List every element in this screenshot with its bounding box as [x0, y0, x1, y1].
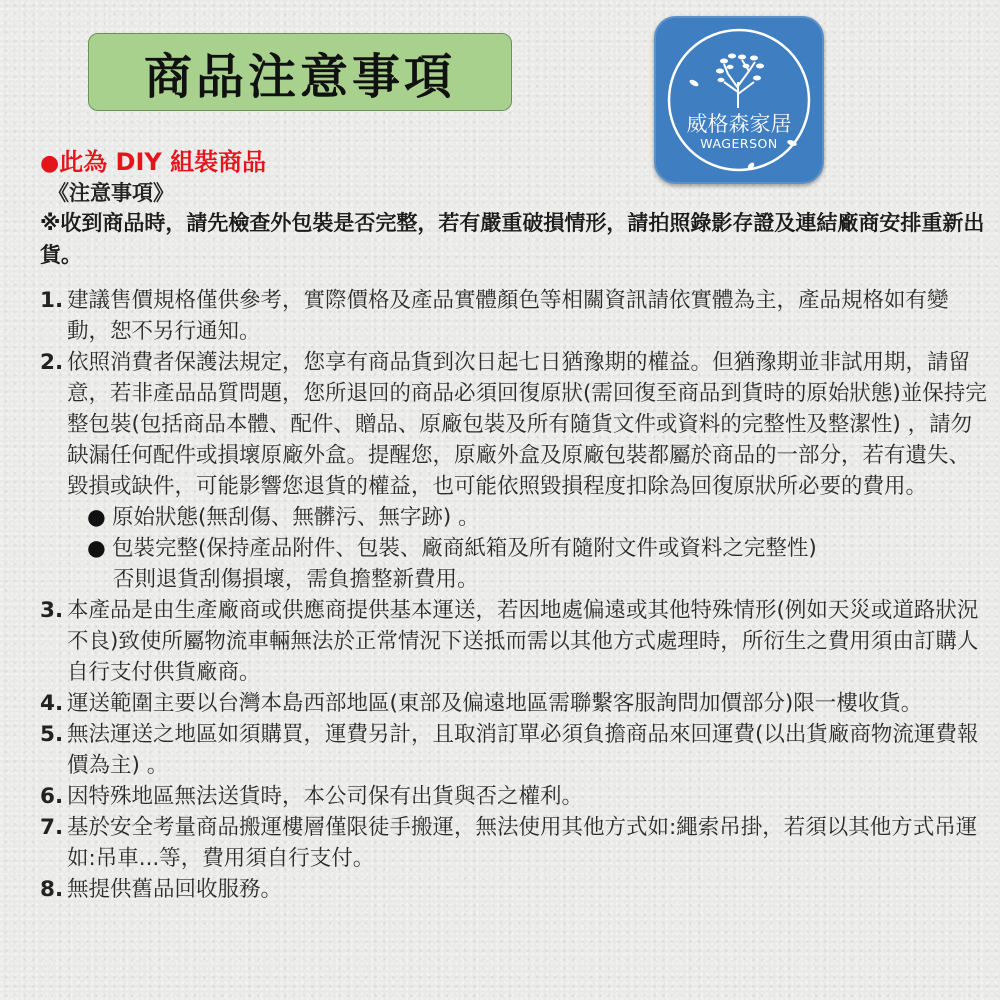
- item-text: 依照消費者保護法規定，您享有商品貨到次日起七日猶豫期的權益。但猶豫期並非試用期，請留意，若非產品品質問題，您所退回的商品必須回復原狀(需回復至商品到貨時的原始狀態)並保持完整包裝(包括商品本體、配件、贈品、原廠包裝及所有隨貨文件或資料的完整性及整潔性) ，請勿缺漏任何配件或損壞原廠外盒。提醒您，原廠外盒及原廠包裝都屬於商品的一部分，若有遺失、毀損或缺件，可能影響您退貨的權益，也可能依照毀損程度扣除為回復原狀所必要的費用。: [67, 350, 987, 499]
- bullet-icon: ●: [87, 536, 106, 561]
- item-text: 基於安全考量商品搬運樓層僅限徒手搬運，無法使用其他方式如:繩索吊掛，若須以其他方式吊運如:吊車...等，費用須自行支付。: [67, 815, 978, 871]
- item-number: 1.: [40, 288, 64, 313]
- logo-name-cn: 威格森家居: [686, 112, 792, 136]
- item-text: 本產品是由生產廠商或供應商提供基本運送，若因地處偏遠或其他特殊情形(例如天災或道路狀況不良)致使所屬物流車輛無法於正常情況下送抵而需以其他方式處理時，所衍生之費用須由訂購人自行支付供貨廠商。: [67, 598, 979, 685]
- logo-name-en: WAGERSON: [700, 136, 778, 151]
- item-text: 因特殊地區無法送貨時，本公司保有出貨與否之權利。: [67, 784, 584, 809]
- diy-notice: [40, 142, 266, 177]
- item-number: 7.: [40, 815, 64, 840]
- list-item: [40, 812, 990, 874]
- list-item: [40, 719, 990, 781]
- list-item: [40, 688, 990, 719]
- item-text: 運送範圍主要以台灣本島西部地區(東部及偏遠地區需聯繫客服詢問加價部分)限一樓收貨。: [67, 691, 923, 716]
- inspection-warning: ※收到商品時，請先檢查外包裝是否完整，若有嚴重破損情形，請拍照錄影存證及連結廠商安排重新出貨。: [40, 211, 985, 267]
- item-number: 2.: [40, 350, 64, 375]
- diy-text: 此為 DIY 組裝商品: [59, 148, 267, 176]
- section-heading: 《注意事項》: [48, 181, 174, 205]
- item-number: 5.: [40, 722, 64, 747]
- brand-logo: [654, 16, 824, 184]
- list-item: [40, 874, 990, 905]
- list-item: [40, 781, 990, 812]
- tree-icon: [654, 16, 824, 184]
- sub-list-item: [40, 533, 990, 564]
- item-text: 無法運送之地區如須購買，運費另計，且取消訂單必須負擔商品來回運費(以出貨廠商物流運費報價為主) 。: [67, 722, 979, 778]
- item-number: 6.: [40, 784, 64, 809]
- bullet-icon: ●: [87, 505, 106, 530]
- item-number: 3.: [40, 598, 64, 623]
- sub-item-continuation: 否則退貨刮傷損壞，需負擔整新費用。: [113, 567, 479, 592]
- item-text: 建議售價規格僅供參考，實際價格及產品實體顏色等相關資訊請依實體為主，產品規格如有變動，恕不另行通知。: [67, 288, 949, 344]
- red-bullet-icon: ●: [40, 151, 60, 176]
- list-item: [40, 347, 990, 502]
- item-text: 無提供舊品回收服務。: [67, 877, 283, 902]
- item-number: 8.: [40, 877, 64, 902]
- page-title: 商品注意事項: [88, 33, 512, 111]
- notes-list: [40, 285, 990, 905]
- sub-item-text: 包裝完整(保持產品附件、包裝、廠商紙箱及所有隨附文件或資料之完整性): [112, 536, 817, 561]
- sub-list-item: [40, 502, 990, 533]
- list-item: [40, 285, 990, 347]
- list-item: [40, 595, 990, 688]
- sub-item-text: 原始狀態(無刮傷、無髒污、無字跡) 。: [112, 505, 480, 530]
- item-number: 4.: [40, 691, 64, 716]
